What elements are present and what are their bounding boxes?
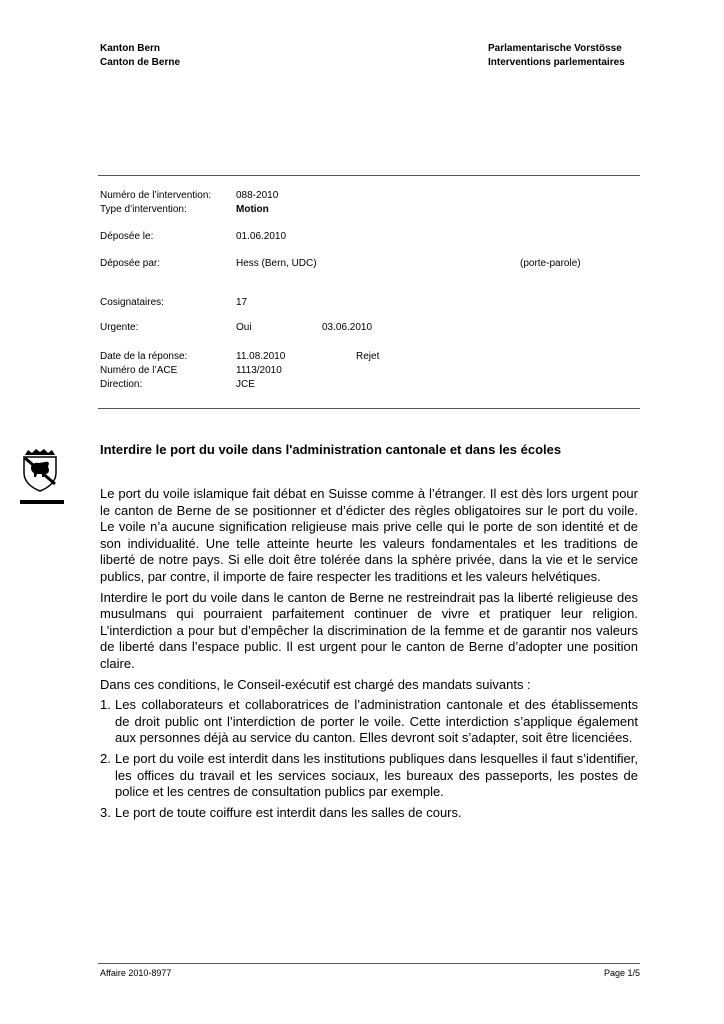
list-item-number: 2.	[100, 750, 111, 766]
list-item-text: Les collaborateurs et collaboratrices de l’administration cantonale et des établissements de droit public ont l’interdiction de porter le voile. Cette interdiction s’applique également aux personnes déjà au service du canton. Elles devront soit s’adapter, soit être licenciées.	[115, 697, 638, 746]
document-category-header	[488, 42, 625, 70]
type-label: Type d’intervention:	[100, 204, 187, 215]
category-fr: Interventions parlementaires	[488, 57, 625, 68]
cosignataires-value: 17	[236, 297, 248, 308]
list-item-number: 3.	[100, 804, 111, 820]
deposee-le-label: Déposée le:	[100, 231, 154, 242]
list-item	[100, 697, 638, 747]
body-paragraph: Le port du voile islamique fait débat en Suisse comme à l’étranger. Il est dès lors urgent pour le canton de Berne de se positionner et d’édicter des règles obligatoires sur le port du voile. Le voile n’a aucune signification religieuse mais prive celle qui le porte de son identité et de son individualité. Une telle atteinte heurte les valeurs fondamentales et les traditions de liberté de notre pays. Si elle doit être tolérée dans la sphère privée, dans la vie et le service publics, par contre, il importe de faire respecter les traditions et les valeurs helvétiques.	[100, 486, 638, 584]
deposee-par-role: (porte-parole)	[520, 258, 581, 269]
direction-value: JCE	[236, 379, 255, 390]
motion-title: Interdire le port du voile dans l'administration cantonale et dans les écoles	[100, 442, 562, 457]
canton-name-fr: Canton de Berne	[100, 57, 181, 68]
urgente-date: 03.06.2010	[322, 322, 373, 333]
bern-bear-crest-icon	[20, 449, 60, 493]
numero-ace-value: 1113/2010	[236, 365, 282, 376]
affaire-number: Affaire 2010-8977	[100, 968, 172, 978]
meta-bottom-divider	[98, 408, 640, 409]
direction-label: Direction:	[100, 379, 143, 390]
canton-header	[100, 42, 180, 70]
body-paragraph: Interdire le port du voile dans le canton de Berne ne restreindrait pas la liberté religieuse des musulmans qui pourraient parfaitement continuer de vivre et pratiquer leur religion. L’interdiction a pour but d’empêcher la discrimination de la femme et de garantir nos valeurs de liberté dans l’espace public. Il est urgent pour le canton de Berne d’adopter une position claire.	[100, 589, 638, 671]
urgente-label: Urgente:	[100, 322, 139, 333]
body-paragraph: Dans ces conditions, le Conseil-exécutif est chargé des mandats suivants :	[100, 676, 531, 692]
deposee-par-label: Déposée par:	[100, 258, 161, 269]
numero-value: 088-2010	[236, 190, 279, 201]
list-item-text: Le port du voile est interdit dans les institutions publiques dans lesquelles il faut s’identifier, les offices du travail et les services sociaux, les bureaux des passeports, les postes de police et les centres de consultation publics par exemple.	[115, 750, 638, 800]
footer-divider	[98, 963, 640, 964]
category-de: Parlamentarische Vorstösse	[488, 43, 622, 54]
list-item-text: Le port de toute coiffure est interdit dans les salles de cours.	[115, 804, 462, 820]
meta-top-divider	[98, 175, 640, 176]
deposee-le-value: 01.06.2010	[236, 231, 287, 242]
numero-ace-label: Numéro de l’ACE	[100, 365, 178, 376]
list-item-number: 1.	[100, 697, 111, 713]
urgente-value: Oui	[236, 322, 252, 333]
canton-name-de: Kanton Bern	[100, 43, 160, 54]
crest-underline	[20, 500, 64, 504]
mandates-list	[100, 697, 638, 821]
deposee-par-value: Hess (Bern, UDC)	[236, 258, 317, 269]
cosignataires-label: Cosignataires:	[100, 297, 164, 308]
date-reponse-value: 11.08.2010	[236, 351, 286, 362]
date-reponse-result: Rejet	[356, 351, 380, 362]
list-item	[100, 751, 638, 801]
type-value: Motion	[236, 204, 269, 215]
motion-body	[100, 486, 638, 825]
date-reponse-label: Date de la réponse:	[100, 351, 188, 362]
page-number: Page 1/5	[604, 968, 641, 978]
numero-label: Numéro de l’intervention:	[100, 190, 212, 201]
list-item	[100, 805, 638, 822]
